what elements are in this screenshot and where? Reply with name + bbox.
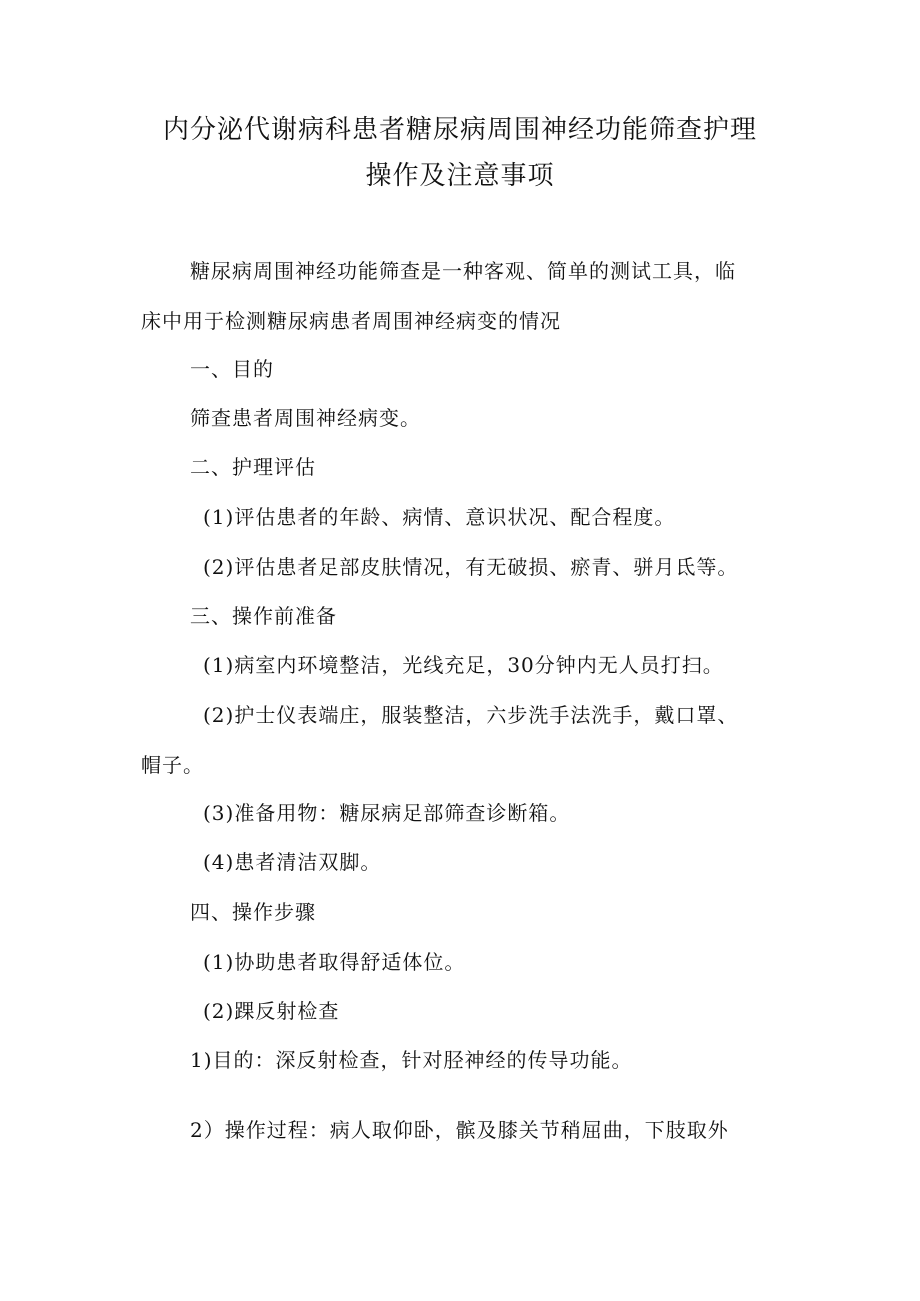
- section-heading-nursing-assessment: 二、护理评估: [190, 455, 316, 479]
- assessment-item-2: (2)评估患者足部皮肤情况，有无破损、瘀青、骈月氐等。: [203, 555, 739, 579]
- procedure-item-1: (1)协助患者取得舒适体位。: [203, 950, 466, 974]
- preparation-item-2: (2)护士仪表端庄，服装整洁，六步洗手法洗手，戴口罩、: [203, 703, 739, 727]
- intro-paragraph-line-2: 床中用于检测糖尿病患者周围神经病变的情况: [141, 309, 561, 333]
- document-title-line-2: 操作及注意事项: [365, 161, 555, 191]
- section-heading-procedure: 四、操作步骤: [190, 900, 316, 924]
- intro-paragraph-line-1: 糖尿病周围神经功能筛查是一种客观、简单的测试工具，临: [190, 259, 736, 283]
- assessment-item-1: (1)评估患者的年龄、病情、意识状况、配合程度。: [203, 505, 676, 529]
- section-heading-purpose: 一、目的: [190, 357, 274, 381]
- procedure-subitem-2: 2）操作过程：病人取仰卧，髌及膝关节稍屈曲，下肢取外: [190, 1118, 729, 1142]
- preparation-item-2-continued: 帽子。: [141, 753, 204, 777]
- section-heading-preparation: 三、操作前准备: [190, 604, 337, 628]
- preparation-item-1: (1)病室内环境整洁，光线充足，30分钟内无人员打扫。: [203, 653, 724, 677]
- preparation-item-4: (4)患者清洁双脚。: [203, 850, 382, 874]
- document-title-line-1: 内分泌代谢病科患者糖尿病周围神经功能筛查护理: [162, 115, 757, 145]
- preparation-item-3: (3)准备用物：糖尿病足部筛查诊断箱。: [203, 801, 571, 825]
- section-text-purpose: 筛查患者周围神经病变。: [190, 406, 421, 430]
- procedure-item-2: (2)踝反射检查: [203, 999, 340, 1023]
- procedure-subitem-1: 1)目的：深反射检查，针对胫神经的传导功能。: [190, 1048, 633, 1072]
